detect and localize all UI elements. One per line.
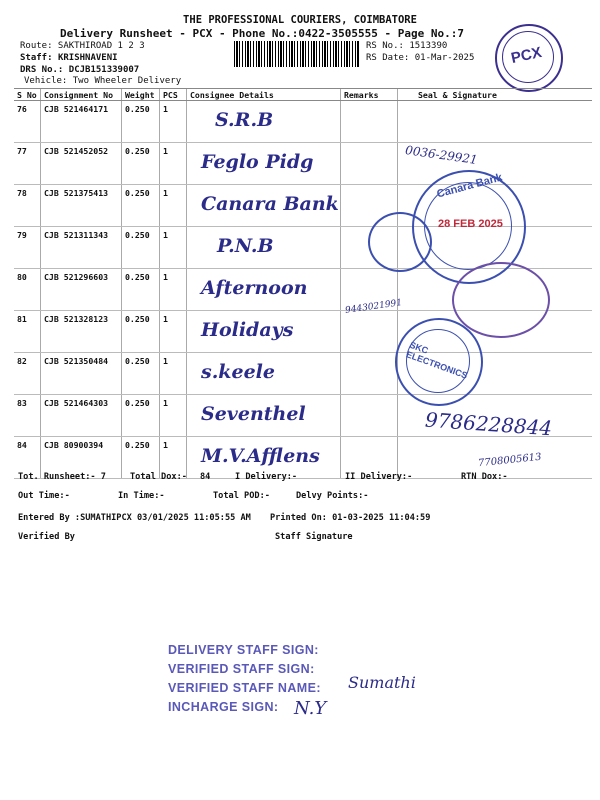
delivery-staff-sign-label: DELIVERY STAFF SIGN: (168, 643, 319, 657)
cell-sno: 79 (14, 227, 41, 269)
cell-weight: 0.250 (122, 311, 160, 353)
cell-sno: 82 (14, 353, 41, 395)
cell-consignment: CJB 521375413 (41, 185, 122, 227)
cell-weight: 0.250 (122, 185, 160, 227)
cell-pcs: 1 (160, 143, 187, 185)
handwritten-consignee: Canara Bank (201, 193, 339, 215)
cell-sno: 78 (14, 185, 41, 227)
cell-weight: 0.250 (122, 437, 160, 479)
cell-weight: 0.250 (122, 227, 160, 269)
cell-consignee (187, 143, 341, 185)
vehicle: Vehicle: Two Wheeler Delivery (24, 76, 182, 86)
table-row (14, 353, 592, 395)
col-remarks: Remarks (341, 89, 398, 101)
barcode (234, 41, 360, 67)
cell-sno: 81 (14, 311, 41, 353)
rtn-dox: RTN Dox:- (461, 472, 508, 482)
cell-consignment: CJB 521464303 (41, 395, 122, 437)
cell-remarks (341, 311, 398, 353)
handwritten-consignee: Holidays (201, 319, 294, 341)
table-row (14, 101, 592, 143)
total-dox-value: 84 (200, 472, 211, 482)
staff-label: Staff: (20, 53, 53, 63)
oval-stamp (452, 262, 550, 338)
cell-remarks (341, 101, 398, 143)
col-consignment: Consignment No (41, 89, 122, 101)
drs-label: DRS No.: (20, 65, 64, 75)
skc-stamp-text: SKC ELECTRONICS (404, 339, 469, 381)
cell-consignee (187, 185, 341, 227)
cell-pcs: 1 (160, 353, 187, 395)
handwritten-consignee: Feglo Pidg (201, 151, 314, 173)
runsheet-subtitle: Delivery Runsheet - PCX - Phone No.:0422-3505555 - Page No.:7 (60, 27, 464, 40)
tot-runsheet: Tot. Runsheet:- 7 (18, 472, 106, 482)
handwritten-consignee: Afternoon (201, 277, 308, 299)
cell-weight: 0.250 (122, 269, 160, 311)
cell-sno: 83 (14, 395, 41, 437)
verified-by: Verified By (18, 532, 75, 542)
handwritten-consignee: M.V.Afflens (201, 445, 320, 467)
delvy-points: Delvy Points:- (296, 491, 369, 501)
drs-line (20, 65, 139, 75)
staff-signature: Staff Signature (275, 532, 353, 542)
cell-pcs: 1 (160, 311, 187, 353)
cell-weight: 0.250 (122, 143, 160, 185)
entered-by: Entered By :SUMATHIPCX 03/01/2025 11:05:55 AM (18, 513, 251, 523)
cell-consignment: CJB 521311343 (41, 227, 122, 269)
printed-on: Printed On: 01-03-2025 11:04:59 (270, 513, 431, 523)
ii-delivery: II Delivery:- (345, 472, 413, 482)
cell-pcs: 1 (160, 395, 187, 437)
handwritten-phone: 9786228844 (424, 407, 553, 441)
handwritten-phone: 7708005613 (477, 451, 543, 470)
rs-number: RS No.: 1513390 (366, 41, 448, 51)
cell-consignment: CJB 521350484 (41, 353, 122, 395)
col-seal: Seal & Signature (398, 89, 593, 101)
cell-pcs: 1 (160, 437, 187, 479)
cell-consignment: CJB 80900394 (41, 437, 122, 479)
cell-pcs: 1 (160, 227, 187, 269)
col-pcs: PCS (160, 89, 187, 101)
pcx-stamp-text: PCX (509, 43, 544, 68)
handwritten-consignee: s.keele (201, 361, 275, 383)
cell-pcs: 1 (160, 185, 187, 227)
rs-date: RS Date: 01-Mar-2025 (366, 53, 475, 63)
col-weight: Weight (122, 89, 160, 101)
cell-sno: 77 (14, 143, 41, 185)
pcx-stamp (495, 24, 563, 92)
company-title: THE PROFESSIONAL COURIERS, COIMBATORE (183, 14, 417, 26)
table-row (14, 143, 592, 185)
route: Route: SAKTHIROAD 1 2 3 (20, 41, 145, 51)
verified-staff-name-label: VERIFIED STAFF NAME: (168, 681, 321, 695)
handwritten-consignee: P.N.B (217, 235, 274, 257)
cell-consignee (187, 101, 341, 143)
cell-weight: 0.250 (122, 395, 160, 437)
i-delivery: I Delivery:- (235, 472, 298, 482)
in-time: In Time:- (118, 491, 165, 501)
cell-pcs: 1 (160, 269, 187, 311)
cell-consignee (187, 269, 341, 311)
cell-seal (398, 101, 593, 143)
cell-consignee (187, 311, 341, 353)
table-header-row (14, 89, 592, 101)
handwritten-consignee: S.R.B (215, 109, 274, 131)
col-sno: S No (14, 89, 41, 101)
cell-remarks (341, 143, 398, 185)
cell-remarks (341, 353, 398, 395)
cell-weight: 0.250 (122, 353, 160, 395)
handwritten-signature: Sumathi (348, 673, 416, 692)
handwritten-signature: N.Y (294, 698, 327, 719)
cell-pcs: 1 (160, 101, 187, 143)
drs-number: DCJB151339007 (68, 65, 140, 75)
total-pod: Total POD:- (213, 491, 270, 501)
cell-weight: 0.250 (122, 101, 160, 143)
canara-stamp-date: 28 FEB 2025 (438, 218, 503, 230)
handwritten-note: 0036-29921 (404, 143, 479, 167)
cell-sno: 84 (14, 437, 41, 479)
handwritten-consignee: Seventhel (201, 403, 306, 425)
skc-electronics-stamp (395, 318, 483, 406)
cell-consignment: CJB 521452052 (41, 143, 122, 185)
col-consignee: Consignee Details (187, 89, 341, 101)
cell-sno: 76 (14, 101, 41, 143)
cell-consignment: CJB 521464171 (41, 101, 122, 143)
handwritten-note: 9443021991 (344, 298, 403, 316)
cell-consignee (187, 353, 341, 395)
incharge-sign-label: INCHARGE SIGN: (168, 700, 279, 714)
cell-consignment: CJB 521328123 (41, 311, 122, 353)
partial-stamp (368, 212, 432, 272)
staff-line (20, 53, 118, 63)
cell-consignee (187, 227, 341, 269)
total-dox-label: Total Dox:- (130, 472, 187, 482)
canara-stamp-text: Canara Bank (435, 171, 504, 201)
verified-staff-sign-label: VERIFIED STAFF SIGN: (168, 662, 315, 676)
cell-sno: 80 (14, 269, 41, 311)
cell-consignment: CJB 521296603 (41, 269, 122, 311)
cell-consignee (187, 395, 341, 437)
cell-remarks (341, 395, 398, 437)
staff-name: KRISHNAVENI (57, 53, 118, 63)
out-time: Out Time:- (18, 491, 70, 501)
